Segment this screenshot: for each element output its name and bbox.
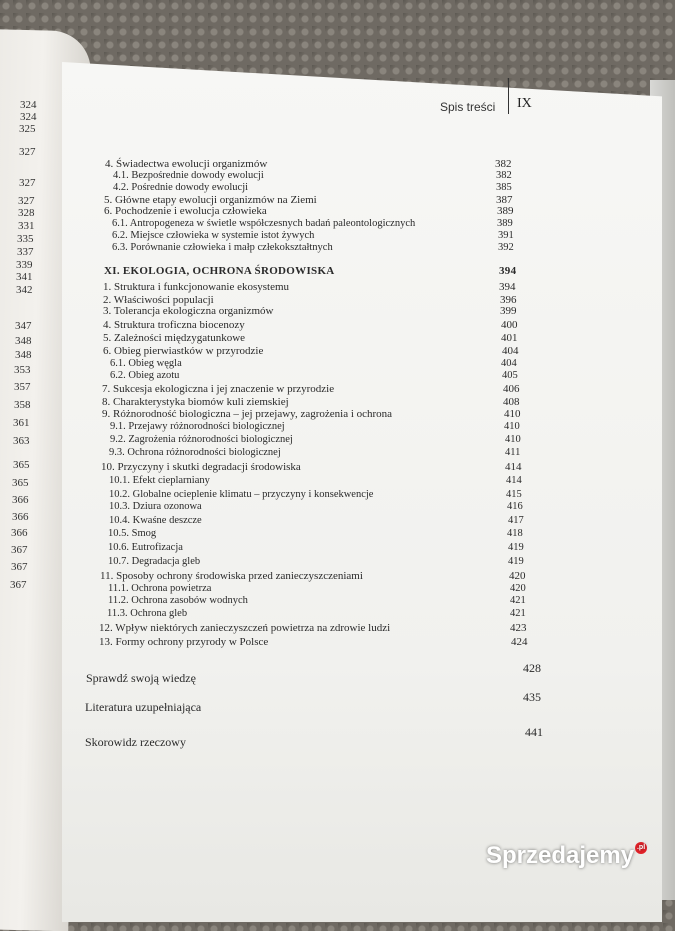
watermark-logo [486,842,647,870]
left-page-number: 366 [12,511,29,523]
toc-entry-title: 5. Główne etapy ewolucji organizmów na Ziemi [104,194,317,206]
left-page-number: 348 [15,349,32,361]
toc-entry-page: 411 [505,447,521,458]
toc-entry-title: 1. Struktura i funkcjonowanie ekosystemu [103,281,290,293]
left-page-number: 347 [15,320,32,332]
toc-entry-page: 410 [505,434,521,445]
toc-entry-title: 4.1. Bezpośrednie dowody ewolucji [113,170,264,181]
toc-entry-title: 10.4. Kwaśne deszcze [109,515,202,526]
toc-entry-title: 12. Wpływ niektórych zanieczyszczeń powietrza na zdrowie ludzi [99,622,391,634]
toc-entry-title: 10.3. Dziura ozonowa [109,501,202,512]
toc-entry-title: 10.5. Smog [108,528,157,539]
toc-entry-title: 4.2. Pośrednie dowody ewolucji [113,182,249,193]
left-page-number: 324 [20,111,37,123]
toc-entry-page: 404 [501,358,517,369]
left-page-number: 327 [19,177,36,189]
left-page-number: 335 [17,233,34,245]
toc-entry-page: 420 [509,570,526,582]
toc-entry-title: 6.1. Obieg węgla [110,358,182,369]
toc-entry-page: 387 [496,194,513,206]
toc-entry-title: 7. Sukcesja ekologiczna i jej znaczenie w przyrodzie [102,383,335,395]
toc-entry-page: 419 [508,556,524,567]
left-page-number: 331 [18,220,35,232]
toc-entry-page: 400 [501,319,518,331]
toc-entry-title: 4. Struktura troficzna biocenozy [103,319,245,331]
toc-entry-title: 11.3. Ochrona gleb [107,608,188,619]
toc-entry-title: Literatura uzupełniająca [85,700,202,714]
left-page-number: 367 [11,544,28,556]
toc-entry-title: 5. Zależności międzygatunkowe [103,332,246,344]
toc-entry-page: 389 [497,218,513,229]
toc-entry-title: XI. EKOLOGIA, OCHRONA ŚRODOWISKA [104,265,335,277]
header-page-number: IX [517,96,532,111]
toc-entry-title: 11.2. Ochrona zasobów wodnych [108,595,248,606]
left-page-number: 367 [11,561,28,573]
left-page-number: 363 [13,435,30,447]
left-page-number: 367 [10,579,27,591]
watermark-dot: .pl [635,842,647,854]
toc-entry-title: 6. Pochodzenie i ewolucja człowieka [104,205,267,217]
left-page-number: 365 [13,459,30,471]
toc-entry-title: 9.2. Zagrożenia różnorodności biologicznej [110,434,293,445]
toc-entry-page: 399 [500,305,517,317]
toc-entry-title: 10.6. Eutrofizacja [108,542,183,553]
left-page-number: 361 [13,417,30,429]
toc-entry-page: 410 [504,421,520,432]
toc-entry-page: 382 [496,170,512,181]
toc-entry-page: 408 [503,396,520,408]
toc-entry-title: 11. Sposoby ochrony środowiska przed zanieczyszczeniami [100,570,363,582]
toc-entry-page: 417 [508,515,524,526]
toc-entry-title: 4. Świadectwa ewolucji organizmów [105,158,268,170]
toc-entry-title: Skorowidz rzeczowy [85,735,186,749]
toc-entry-page: 423 [510,622,527,634]
toc-entry-page: 396 [500,294,517,306]
toc-entry-title: 10.2. Globalne ocieplenie klimatu – przyczyny i konsekwencje [109,489,374,500]
left-page-number: 366 [12,494,29,506]
left-page-number: 341 [16,271,33,283]
toc-entry-page: 404 [502,345,519,357]
toc-entry-page: 394 [499,265,517,277]
toc-entry-page: 428 [523,661,541,675]
toc-entry-page: 405 [502,370,518,381]
toc-entry-page: 389 [497,205,514,217]
toc-entry-title: 10.7. Degradacja gleb [108,556,201,567]
toc-entry-page: 418 [507,528,523,539]
toc-entry-title: Sprawdź swoją wiedzę [86,671,196,685]
toc-entry-page: 435 [523,690,541,704]
left-page-number: 324 [20,99,37,111]
toc-entry-title: 13. Formy ochrony przyrody w Polsce [99,636,269,648]
toc-entry-page: 392 [498,242,514,253]
toc-entry-title: 9. Różnorodność biologiczna – jej przejawy, zagrożenia i ochrona [102,408,393,420]
toc-entry-page: 421 [510,608,526,619]
toc-entry-page: 414 [505,461,522,473]
toc-entry-title: 8. Charakterystyka biomów kuli ziemskiej [102,396,289,408]
left-page-number: 366 [11,527,28,539]
toc-entry-page: 385 [496,182,512,193]
left-page-number: 365 [12,477,29,489]
left-page-number: 358 [14,399,31,411]
toc-entry-page: 424 [511,636,528,648]
left-page-number: 327 [18,195,35,207]
left-page-number: 342 [16,284,33,296]
toc-entry-title: 2. Właściwości populacji [103,294,214,306]
toc-entry-title: 6.2. Obieg azotu [110,370,180,381]
left-page-number: 327 [19,146,36,158]
left-page-number: 325 [19,123,36,135]
left-page-number: 339 [16,259,33,271]
toc-entry-title: 6.2. Miejsce człowieka w systemie istot żywych [112,230,315,241]
left-page-number: 328 [18,207,35,219]
left-page-number: 337 [17,246,34,258]
toc-entry-page: 391 [498,230,514,241]
toc-entry-title: 9.3. Ochrona różnorodności biologicznej [109,447,281,458]
toc-entry-title: 3. Tolerancja ekologiczna organizmów [103,305,274,317]
toc-entry-title: 6.3. Porównanie człowieka i małp człekokształtnych [112,242,333,253]
left-page-number: 357 [14,381,31,393]
toc-entry-page: 415 [506,489,522,500]
toc-entry-page: 410 [504,408,521,420]
toc-entry-page: 416 [507,501,523,512]
toc-entry-page: 441 [525,725,543,739]
toc-entry-title: 6. Obieg pierwiastków w przyrodzie [103,345,264,357]
left-page-number: 353 [14,364,31,376]
toc-entry-title: 10.1. Efekt cieplarniany [109,475,210,486]
toc-entry-page: 421 [510,595,526,606]
toc-entry-page: 414 [506,475,522,486]
header-title: Spis treści [440,100,496,114]
toc-entry-page: 406 [503,383,520,395]
toc-entry-title: 6.1. Antropogeneza w świetle współczesnych badań paleontologicznych [112,218,416,229]
left-page-number: 348 [15,335,32,347]
toc-entry-page: 394 [499,281,516,293]
toc-entry-title: 11.1. Ochrona powietrza [108,583,212,594]
toc-entry-title: 9.1. Przejawy różnorodności biologicznej [110,421,285,432]
toc-entry-page: 420 [510,583,526,594]
toc-entry-page: 382 [495,158,512,170]
toc-entry-title: 10. Przyczyny i skutki degradacji środowiska [101,461,301,473]
toc-entry-page: 419 [508,542,524,553]
watermark-text: Sprzedajemy [486,842,635,869]
toc-entry-page: 401 [501,332,518,344]
